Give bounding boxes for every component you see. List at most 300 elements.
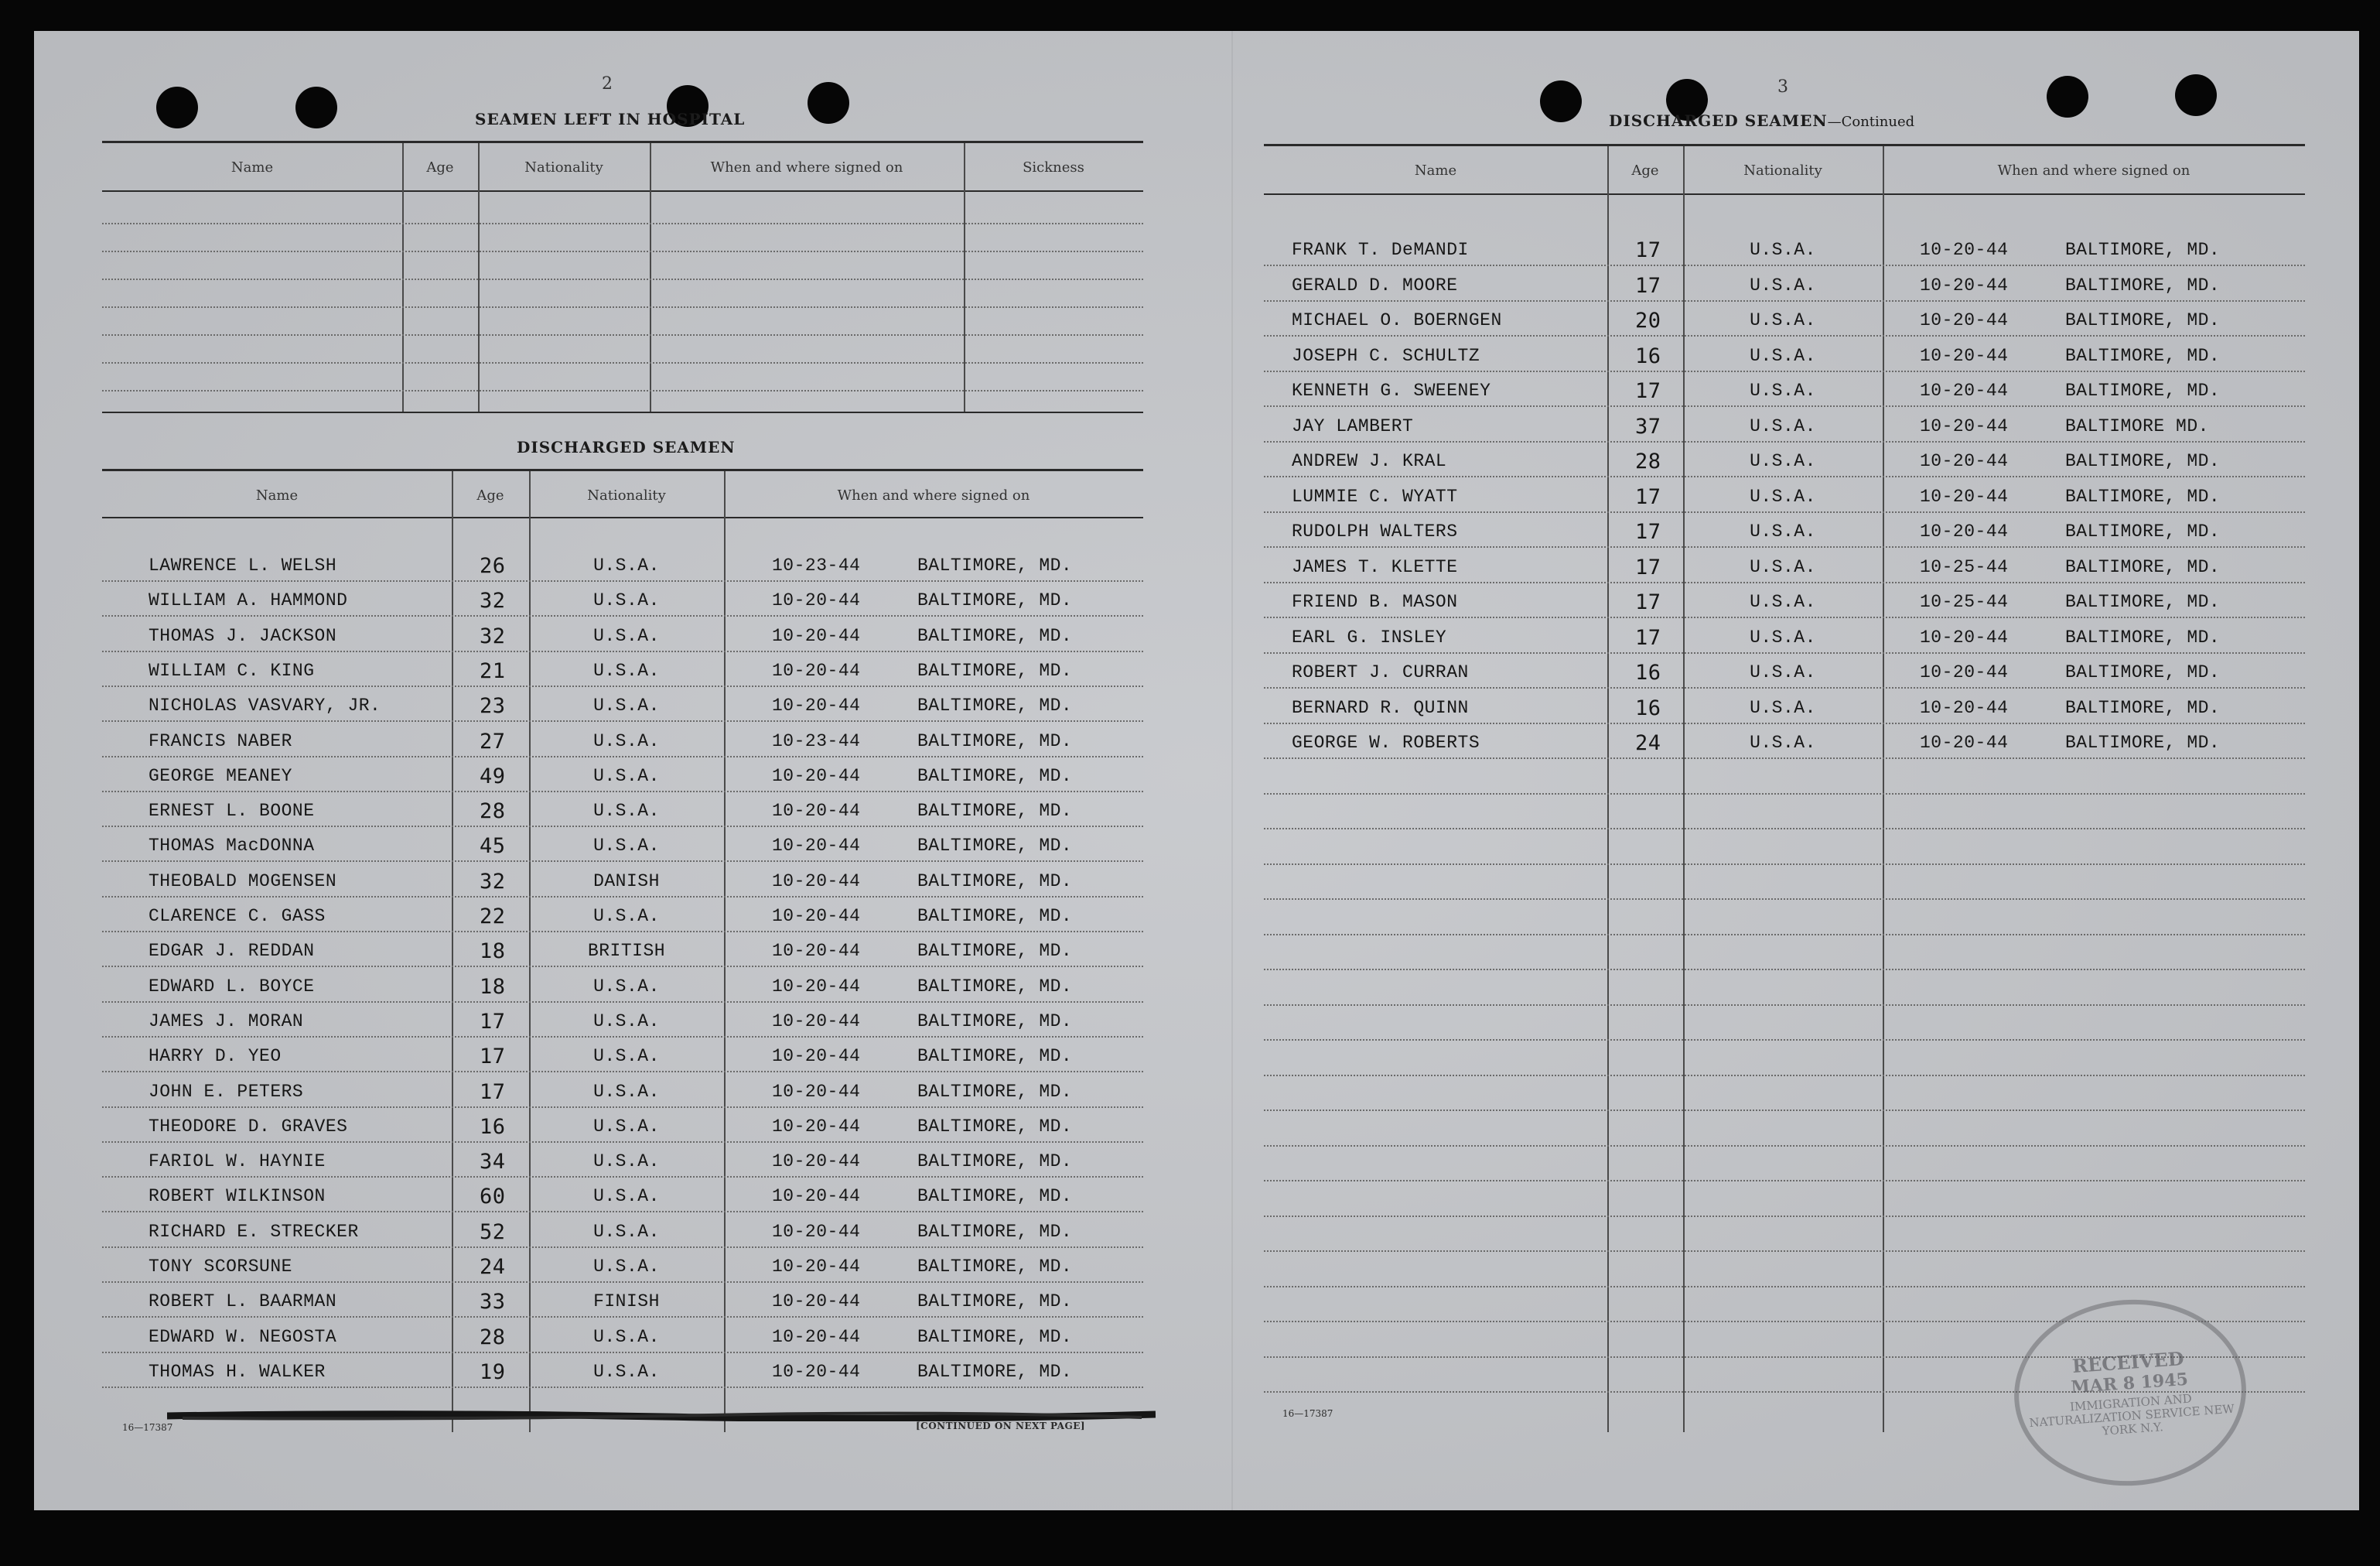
blank-entry-line xyxy=(1264,898,2305,900)
seaman-name: JAMES T. KLETTE xyxy=(1292,556,1458,577)
signed-on-date: 10-20-44 xyxy=(1920,310,2009,330)
blank-entry-line xyxy=(1264,1286,2305,1287)
hospital-col-nationality: Nationality xyxy=(524,159,603,176)
signed-on-date: 10-20-44 xyxy=(772,941,861,962)
right-top-rule xyxy=(1264,144,2305,146)
blank-entry-line xyxy=(1264,1110,2305,1111)
discharged-title: DISCHARGED SEAMEN xyxy=(517,438,736,456)
seaman-age: 24 xyxy=(1635,731,1661,755)
discharged-col-nationality: Nationality xyxy=(587,487,666,504)
signed-on-date: 10-20-44 xyxy=(772,1151,861,1172)
signed-on-place: BALTIMORE MD. xyxy=(2065,415,2209,436)
blank-entry-line xyxy=(1264,1075,2305,1076)
right-col-name: Name xyxy=(1414,162,1457,179)
signed-on-place: BALTIMORE, MD. xyxy=(917,1186,1073,1207)
hospital-col-divider xyxy=(650,143,651,412)
seaman-name: THEOBALD MOGENSEN xyxy=(149,870,337,891)
seaman-nationality: U.S.A. xyxy=(593,1010,660,1031)
seaman-age: 32 xyxy=(480,589,506,614)
seaman-age: 27 xyxy=(480,729,506,754)
entry-line xyxy=(102,686,1143,687)
seaman-age: 18 xyxy=(480,974,506,999)
right-title xyxy=(1609,111,1914,130)
seaman-age: 17 xyxy=(1635,238,1661,262)
seaman-name: THOMAS MacDONNA xyxy=(149,836,315,857)
seaman-age: 17 xyxy=(1635,484,1661,509)
seaman-name: EDWARD W. NEGOSTA xyxy=(149,1326,337,1347)
page-number-left: 2 xyxy=(602,74,613,94)
signed-on-place: BALTIMORE, MD. xyxy=(917,801,1073,822)
seaman-nationality: U.S.A. xyxy=(1750,275,1816,296)
seaman-nationality: U.S.A. xyxy=(1750,240,1816,260)
punch-hole xyxy=(1540,80,1582,122)
right-header-rule xyxy=(1264,193,2305,195)
seaman-age: 17 xyxy=(480,1045,506,1069)
signed-on-place: BALTIMORE, MD. xyxy=(2065,662,2221,682)
blank-entry-line xyxy=(1264,1039,2305,1041)
signed-on-place: BALTIMORE, MD. xyxy=(2065,381,2221,401)
signed-on-place: BALTIMORE, MD. xyxy=(2065,733,2221,753)
seaman-nationality: U.S.A. xyxy=(1750,415,1816,436)
entry-line xyxy=(102,1386,1143,1388)
signed-on-place: BALTIMORE, MD. xyxy=(917,870,1073,891)
signed-on-date: 10-20-44 xyxy=(1920,521,2009,542)
signed-on-date: 10-20-44 xyxy=(1920,381,2009,401)
seaman-age: 17 xyxy=(480,1079,506,1104)
signed-on-place: BALTIMORE, MD. xyxy=(917,660,1073,681)
blank-entry-line xyxy=(102,306,1143,308)
seaman-nationality: U.S.A. xyxy=(593,1257,660,1277)
seaman-age: 17 xyxy=(1635,273,1661,298)
signed-on-date: 10-20-44 xyxy=(1920,662,2009,682)
blank-entry-line xyxy=(1264,793,2305,795)
signed-on-place: BALTIMORE, MD. xyxy=(917,696,1073,716)
signed-on-date: 10-20-44 xyxy=(772,1361,861,1382)
signed-on-date: 10-20-44 xyxy=(1920,415,2009,436)
right-title-suffix: —Continued xyxy=(1827,114,1915,130)
signed-on-date: 10-20-44 xyxy=(1920,486,2009,507)
signed-on-place: BALTIMORE, MD. xyxy=(917,765,1073,786)
blank-entry-line xyxy=(1264,934,2305,935)
blank-entry-line xyxy=(102,334,1143,336)
seaman-nationality: U.S.A. xyxy=(593,1081,660,1102)
seaman-nationality: U.S.A. xyxy=(593,801,660,822)
seaman-name: EARL G. INSLEY xyxy=(1292,627,1447,648)
signed-on-place: BALTIMORE, MD. xyxy=(917,1221,1073,1242)
seaman-age: 32 xyxy=(480,624,506,648)
seaman-age: 17 xyxy=(480,1009,506,1034)
blank-entry-line xyxy=(1264,863,2305,865)
stamp-date: MAR 8 1945 xyxy=(2070,1369,2189,1398)
signed-on-place: BALTIMORE, MD. xyxy=(917,1291,1073,1312)
seaman-nationality: U.S.A. xyxy=(593,976,660,997)
seaman-name: FARIOL W. HAYNIE xyxy=(149,1151,326,1172)
page-number-right: 3 xyxy=(1777,77,1788,97)
signed-on-place: BALTIMORE, MD. xyxy=(917,836,1073,857)
seaman-age: 32 xyxy=(480,869,506,894)
signed-on-place: BALTIMORE, MD. xyxy=(917,556,1073,576)
punch-hole xyxy=(2047,76,2088,118)
entry-line xyxy=(102,931,1143,932)
seaman-age: 24 xyxy=(480,1255,506,1279)
seaman-name: BERNARD R. QUINN xyxy=(1292,697,1469,718)
signed-on-place: BALTIMORE, MD. xyxy=(2065,240,2221,260)
entry-line xyxy=(102,1106,1143,1108)
seaman-age: 37 xyxy=(1635,414,1661,439)
entry-line xyxy=(102,1316,1143,1318)
hospital-bottom-rule xyxy=(102,412,1143,413)
seaman-age: 17 xyxy=(1635,555,1661,580)
seaman-age: 34 xyxy=(480,1150,506,1174)
right-col-divider xyxy=(1683,146,1685,1432)
signed-on-date: 10-20-44 xyxy=(772,696,861,716)
discharged-col-name: Name xyxy=(255,487,299,504)
signed-on-date: 10-20-44 xyxy=(772,1326,861,1347)
seaman-nationality: U.S.A. xyxy=(1750,592,1816,612)
seaman-name: MICHAEL O. BOERNGEN xyxy=(1292,310,1502,330)
form-number-right: 16—17387 xyxy=(1282,1408,1333,1419)
seaman-age: 33 xyxy=(480,1290,506,1315)
struck-out-entry xyxy=(167,1410,1156,1421)
seaman-name: TONY SCORSUNE xyxy=(149,1257,292,1277)
seaman-name: NICHOLAS VASVARY, JR. xyxy=(149,696,381,716)
seaman-name: ANDREW J. KRAL xyxy=(1292,451,1447,471)
seaman-nationality: U.S.A. xyxy=(1750,451,1816,471)
seaman-name: KENNETH G. SWEENEY xyxy=(1292,381,1491,401)
seaman-nationality: U.S.A. xyxy=(1750,697,1816,718)
page-fold xyxy=(1231,31,1233,1510)
seaman-name: ROBERT WILKINSON xyxy=(149,1186,326,1207)
signed-on-date: 10-20-44 xyxy=(772,1046,861,1067)
seaman-age: 23 xyxy=(480,694,506,719)
discharged-col-age: Age xyxy=(476,487,504,504)
hospital-top-rule xyxy=(102,141,1143,143)
entry-line xyxy=(102,791,1143,792)
signed-on-date: 10-20-44 xyxy=(1920,697,2009,718)
signed-on-date: 10-20-44 xyxy=(1920,451,2009,471)
signed-on-place: BALTIMORE, MD. xyxy=(917,1081,1073,1102)
signed-on-place: BALTIMORE, MD. xyxy=(917,625,1073,646)
seaman-nationality: U.S.A. xyxy=(593,1186,660,1207)
signed-on-place: BALTIMORE, MD. xyxy=(917,906,1073,926)
seaman-nationality: U.S.A. xyxy=(593,1221,660,1242)
signed-on-date: 10-20-44 xyxy=(772,1186,861,1207)
stamp-agency: IMMIGRATION AND NATURALIZATION SERVICE NEW YORK N.Y. xyxy=(2028,1391,2235,1438)
seaman-name: ERNEST L. BOONE xyxy=(149,801,315,822)
entry-line xyxy=(102,1246,1143,1248)
blank-entry-line xyxy=(102,251,1143,252)
entry-line xyxy=(102,860,1143,862)
seaman-nationality: U.S.A. xyxy=(593,660,660,681)
seaman-name: LAWRENCE L. WELSH xyxy=(149,556,337,576)
signed-on-place: BALTIMORE, MD. xyxy=(917,1046,1073,1067)
signed-on-date: 10-20-44 xyxy=(1920,627,2009,648)
hospital-col-age: Age xyxy=(426,159,454,176)
signed-on-place: BALTIMORE, MD. xyxy=(2065,310,2221,330)
signed-on-place: BALTIMORE, MD. xyxy=(2065,486,2221,507)
signed-on-date: 10-20-44 xyxy=(772,765,861,786)
punch-hole xyxy=(808,82,849,124)
seaman-nationality: U.S.A. xyxy=(1750,345,1816,366)
blank-entry-line xyxy=(1264,1250,2305,1252)
signed-on-date: 10-20-44 xyxy=(1920,240,2009,260)
entry-line xyxy=(1264,476,2305,477)
seaman-name: GEORGE W. ROBERTS xyxy=(1292,733,1480,753)
right-title-main: DISCHARGED SEAMEN xyxy=(1609,111,1828,130)
entry-line xyxy=(1264,441,2305,443)
seaman-name: RUDOLPH WALTERS xyxy=(1292,521,1458,542)
seaman-age: 16 xyxy=(1635,344,1661,368)
stamp-received: RECEIVED xyxy=(2071,1347,2185,1378)
signed-on-date: 10-20-44 xyxy=(772,870,861,891)
hospital-col-divider xyxy=(402,143,404,412)
hospital-col-sickness: Sickness xyxy=(1023,159,1084,176)
seaman-nationality: U.S.A. xyxy=(593,1326,660,1347)
signed-on-date: 10-25-44 xyxy=(1920,556,2009,577)
signed-on-place: BALTIMORE, MD. xyxy=(917,730,1073,751)
blank-entry-line xyxy=(102,362,1143,364)
entry-line xyxy=(102,966,1143,967)
seaman-age: 49 xyxy=(480,764,506,788)
seaman-name: JOSEPH C. SCHULTZ xyxy=(1292,345,1480,366)
right-col-age: Age xyxy=(1631,162,1659,179)
seaman-nationality: U.S.A. xyxy=(1750,556,1816,577)
seaman-age: 16 xyxy=(480,1114,506,1139)
entry-line xyxy=(102,1071,1143,1072)
signed-on-date: 10-20-44 xyxy=(772,1291,861,1312)
blank-entry-line xyxy=(102,279,1143,280)
signed-on-date: 10-20-44 xyxy=(772,801,861,822)
signed-on-place: BALTIMORE, MD. xyxy=(917,1326,1073,1347)
seaman-name: THOMAS H. WALKER xyxy=(149,1361,326,1382)
signed-on-place: BALTIMORE, MD. xyxy=(2065,451,2221,471)
entry-line xyxy=(102,1352,1143,1353)
seaman-nationality: U.S.A. xyxy=(593,1361,660,1382)
seaman-nationality: U.S.A. xyxy=(1750,486,1816,507)
seaman-name: GERALD D. MOORE xyxy=(1292,275,1458,296)
signed-on-place: BALTIMORE, MD. xyxy=(917,1151,1073,1172)
signed-on-date: 10-20-44 xyxy=(772,1257,861,1277)
seaman-nationality: BRITISH xyxy=(587,941,666,962)
seaman-name: ROBERT J. CURRAN xyxy=(1292,662,1469,682)
entry-line xyxy=(1264,335,2305,337)
entry-line xyxy=(102,615,1143,617)
seaman-nationality: U.S.A. xyxy=(593,836,660,857)
seaman-nationality: U.S.A. xyxy=(1750,521,1816,542)
signed-on-date: 10-20-44 xyxy=(772,836,861,857)
seaman-name: RICHARD E. STRECKER xyxy=(149,1221,359,1242)
signed-on-place: BALTIMORE, MD. xyxy=(917,976,1073,997)
seaman-name: EDWARD L. BOYCE xyxy=(149,976,315,997)
signed-on-place: BALTIMORE, MD. xyxy=(2065,556,2221,577)
entry-line xyxy=(1264,617,2305,618)
signed-on-place: BALTIMORE, MD. xyxy=(2065,697,2221,718)
seaman-age: 17 xyxy=(1635,520,1661,544)
seaman-name: JAMES J. MORAN xyxy=(149,1010,304,1031)
form-number-left: 16—17387 xyxy=(122,1422,173,1433)
hospital-col-divider xyxy=(478,143,480,412)
entry-line xyxy=(102,651,1143,652)
seaman-age: 45 xyxy=(480,834,506,859)
punch-hole xyxy=(2175,74,2217,116)
hospital-header-rule xyxy=(102,190,1143,192)
signed-on-date: 10-20-44 xyxy=(772,625,861,646)
seaman-age: 52 xyxy=(480,1219,506,1244)
entry-line xyxy=(1264,371,2305,372)
seaman-nationality: U.S.A. xyxy=(593,590,660,611)
signed-on-date: 10-20-44 xyxy=(772,1116,861,1137)
seaman-age: 26 xyxy=(480,554,506,578)
hospital-col-divider xyxy=(964,143,965,412)
hospital-title: SEAMEN LEFT IN HOSPITAL xyxy=(475,110,746,128)
entry-line xyxy=(1264,300,2305,302)
seaman-name: LUMMIE C. WYATT xyxy=(1292,486,1458,507)
seaman-name: FRANK T. DeMANDI xyxy=(1292,240,1469,260)
entry-line xyxy=(1264,546,2305,548)
entry-line xyxy=(102,1281,1143,1283)
signed-on-place: BALTIMORE, MD. xyxy=(2065,592,2221,612)
continued-note: [CONTINUED ON NEXT PAGE] xyxy=(916,1421,1086,1431)
blank-entry-line xyxy=(1264,1004,2305,1006)
seaman-nationality: FINISH xyxy=(593,1291,660,1312)
blank-entry-line xyxy=(102,390,1143,392)
entry-line xyxy=(102,720,1143,722)
discharged-top-rule xyxy=(102,469,1143,471)
seaman-age: 17 xyxy=(1635,379,1661,403)
seaman-name: EDGAR J. REDDAN xyxy=(149,941,315,962)
entry-line xyxy=(102,826,1143,827)
entry-line xyxy=(1264,582,2305,583)
seaman-age: 21 xyxy=(480,658,506,683)
seaman-nationality: U.S.A. xyxy=(593,906,660,926)
seaman-age: 60 xyxy=(480,1185,506,1209)
hospital-col-name: Name xyxy=(230,159,274,176)
right-col-divider xyxy=(1883,146,1884,1432)
signed-on-date: 10-25-44 xyxy=(1920,592,2009,612)
seaman-name: FRANCIS NABER xyxy=(149,730,292,751)
seaman-age: 18 xyxy=(480,939,506,964)
signed-on-date: 10-20-44 xyxy=(772,660,861,681)
entry-line xyxy=(1264,687,2305,689)
discharged-col-signed-on: When and where signed on xyxy=(837,487,1030,504)
signed-on-date: 10-20-44 xyxy=(772,906,861,926)
discharged-header-rule xyxy=(102,517,1143,518)
signed-on-place: BALTIMORE, MD. xyxy=(917,1010,1073,1031)
seaman-age: 22 xyxy=(480,904,506,928)
punch-hole xyxy=(156,87,198,128)
entry-line xyxy=(1264,652,2305,654)
entry-line xyxy=(1264,723,2305,724)
seaman-age: 28 xyxy=(480,1325,506,1349)
entry-line xyxy=(102,756,1143,757)
seaman-age: 28 xyxy=(1635,450,1661,474)
seaman-age: 16 xyxy=(1635,696,1661,720)
seaman-nationality: U.S.A. xyxy=(1750,381,1816,401)
seaman-age: 17 xyxy=(1635,625,1661,650)
seaman-name: JAY LAMBERT xyxy=(1292,415,1414,436)
entry-line xyxy=(102,1176,1143,1178)
seaman-nationality: U.S.A. xyxy=(593,625,660,646)
seaman-name: HARRY D. YEO xyxy=(149,1046,282,1067)
signed-on-date: 10-23-44 xyxy=(772,730,861,751)
seaman-nationality: U.S.A. xyxy=(593,556,660,576)
seaman-nationality: U.S.A. xyxy=(1750,310,1816,330)
entry-line xyxy=(102,896,1143,898)
punch-hole xyxy=(295,87,337,128)
signed-on-date: 10-20-44 xyxy=(772,590,861,611)
signed-on-place: BALTIMORE, MD. xyxy=(917,1257,1073,1277)
signed-on-place: BALTIMORE, MD. xyxy=(2065,345,2221,366)
right-col-signed-on: When and where signed on xyxy=(1997,162,2190,179)
blank-entry-line xyxy=(1264,1216,2305,1217)
manifest-sheet xyxy=(34,31,2359,1510)
signed-on-date: 10-20-44 xyxy=(772,1010,861,1031)
signed-on-date: 10-20-44 xyxy=(1920,275,2009,296)
signed-on-place: BALTIMORE, MD. xyxy=(917,590,1073,611)
signed-on-place: BALTIMORE, MD. xyxy=(917,1116,1073,1137)
blank-entry-line xyxy=(1264,1145,2305,1147)
seaman-name: GEORGE MEANEY xyxy=(149,765,292,786)
seaman-nationality: U.S.A. xyxy=(1750,733,1816,753)
seaman-age: 20 xyxy=(1635,309,1661,333)
entry-line xyxy=(1264,265,2305,266)
entry-line xyxy=(1264,757,2305,759)
signed-on-date: 10-23-44 xyxy=(772,556,861,576)
entry-line xyxy=(102,1141,1143,1143)
seaman-name: THEODORE D. GRAVES xyxy=(149,1116,348,1137)
signed-on-date: 10-20-44 xyxy=(772,1221,861,1242)
seaman-nationality: U.S.A. xyxy=(593,730,660,751)
seaman-name: FRIEND B. MASON xyxy=(1292,592,1458,612)
seaman-age: 19 xyxy=(480,1359,506,1384)
signed-on-place: BALTIMORE, MD. xyxy=(2065,627,2221,648)
seaman-nationality: U.S.A. xyxy=(593,1151,660,1172)
seaman-name: THOMAS J. JACKSON xyxy=(149,625,337,646)
right-col-nationality: Nationality xyxy=(1743,162,1822,179)
seaman-age: 16 xyxy=(1635,661,1661,685)
seaman-name: ROBERT L. BAARMAN xyxy=(149,1291,337,1312)
blank-entry-line xyxy=(1264,828,2305,829)
blank-entry-line xyxy=(1264,969,2305,970)
entry-line xyxy=(102,580,1143,582)
seaman-nationality: U.S.A. xyxy=(593,1046,660,1067)
seaman-nationality: U.S.A. xyxy=(593,696,660,716)
entry-line xyxy=(1264,511,2305,513)
seaman-name: JOHN E. PETERS xyxy=(149,1081,304,1102)
blank-entry-line xyxy=(1264,1180,2305,1181)
seaman-nationality: U.S.A. xyxy=(1750,662,1816,682)
signed-on-place: BALTIMORE, MD. xyxy=(917,941,1073,962)
signed-on-place: BALTIMORE, MD. xyxy=(2065,275,2221,296)
signed-on-date: 10-20-44 xyxy=(1920,345,2009,366)
seaman-nationality: U.S.A. xyxy=(1750,627,1816,648)
seaman-nationality: U.S.A. xyxy=(593,765,660,786)
entry-line xyxy=(102,1211,1143,1212)
signed-on-place: BALTIMORE, MD. xyxy=(917,1361,1073,1382)
seaman-age: 28 xyxy=(480,799,506,824)
entry-line xyxy=(1264,405,2305,407)
entry-line xyxy=(102,1001,1143,1003)
signed-on-date: 10-20-44 xyxy=(772,1081,861,1102)
seaman-nationality: DANISH xyxy=(593,870,660,891)
seaman-age: 17 xyxy=(1635,590,1661,614)
seaman-nationality: U.S.A. xyxy=(593,1116,660,1137)
seaman-name: WILLIAM A. HAMMOND xyxy=(149,590,348,611)
blank-entry-line xyxy=(102,223,1143,224)
signed-on-date: 10-20-44 xyxy=(1920,733,2009,753)
seaman-name: CLARENCE C. GASS xyxy=(149,906,326,926)
signed-on-date: 10-20-44 xyxy=(772,976,861,997)
